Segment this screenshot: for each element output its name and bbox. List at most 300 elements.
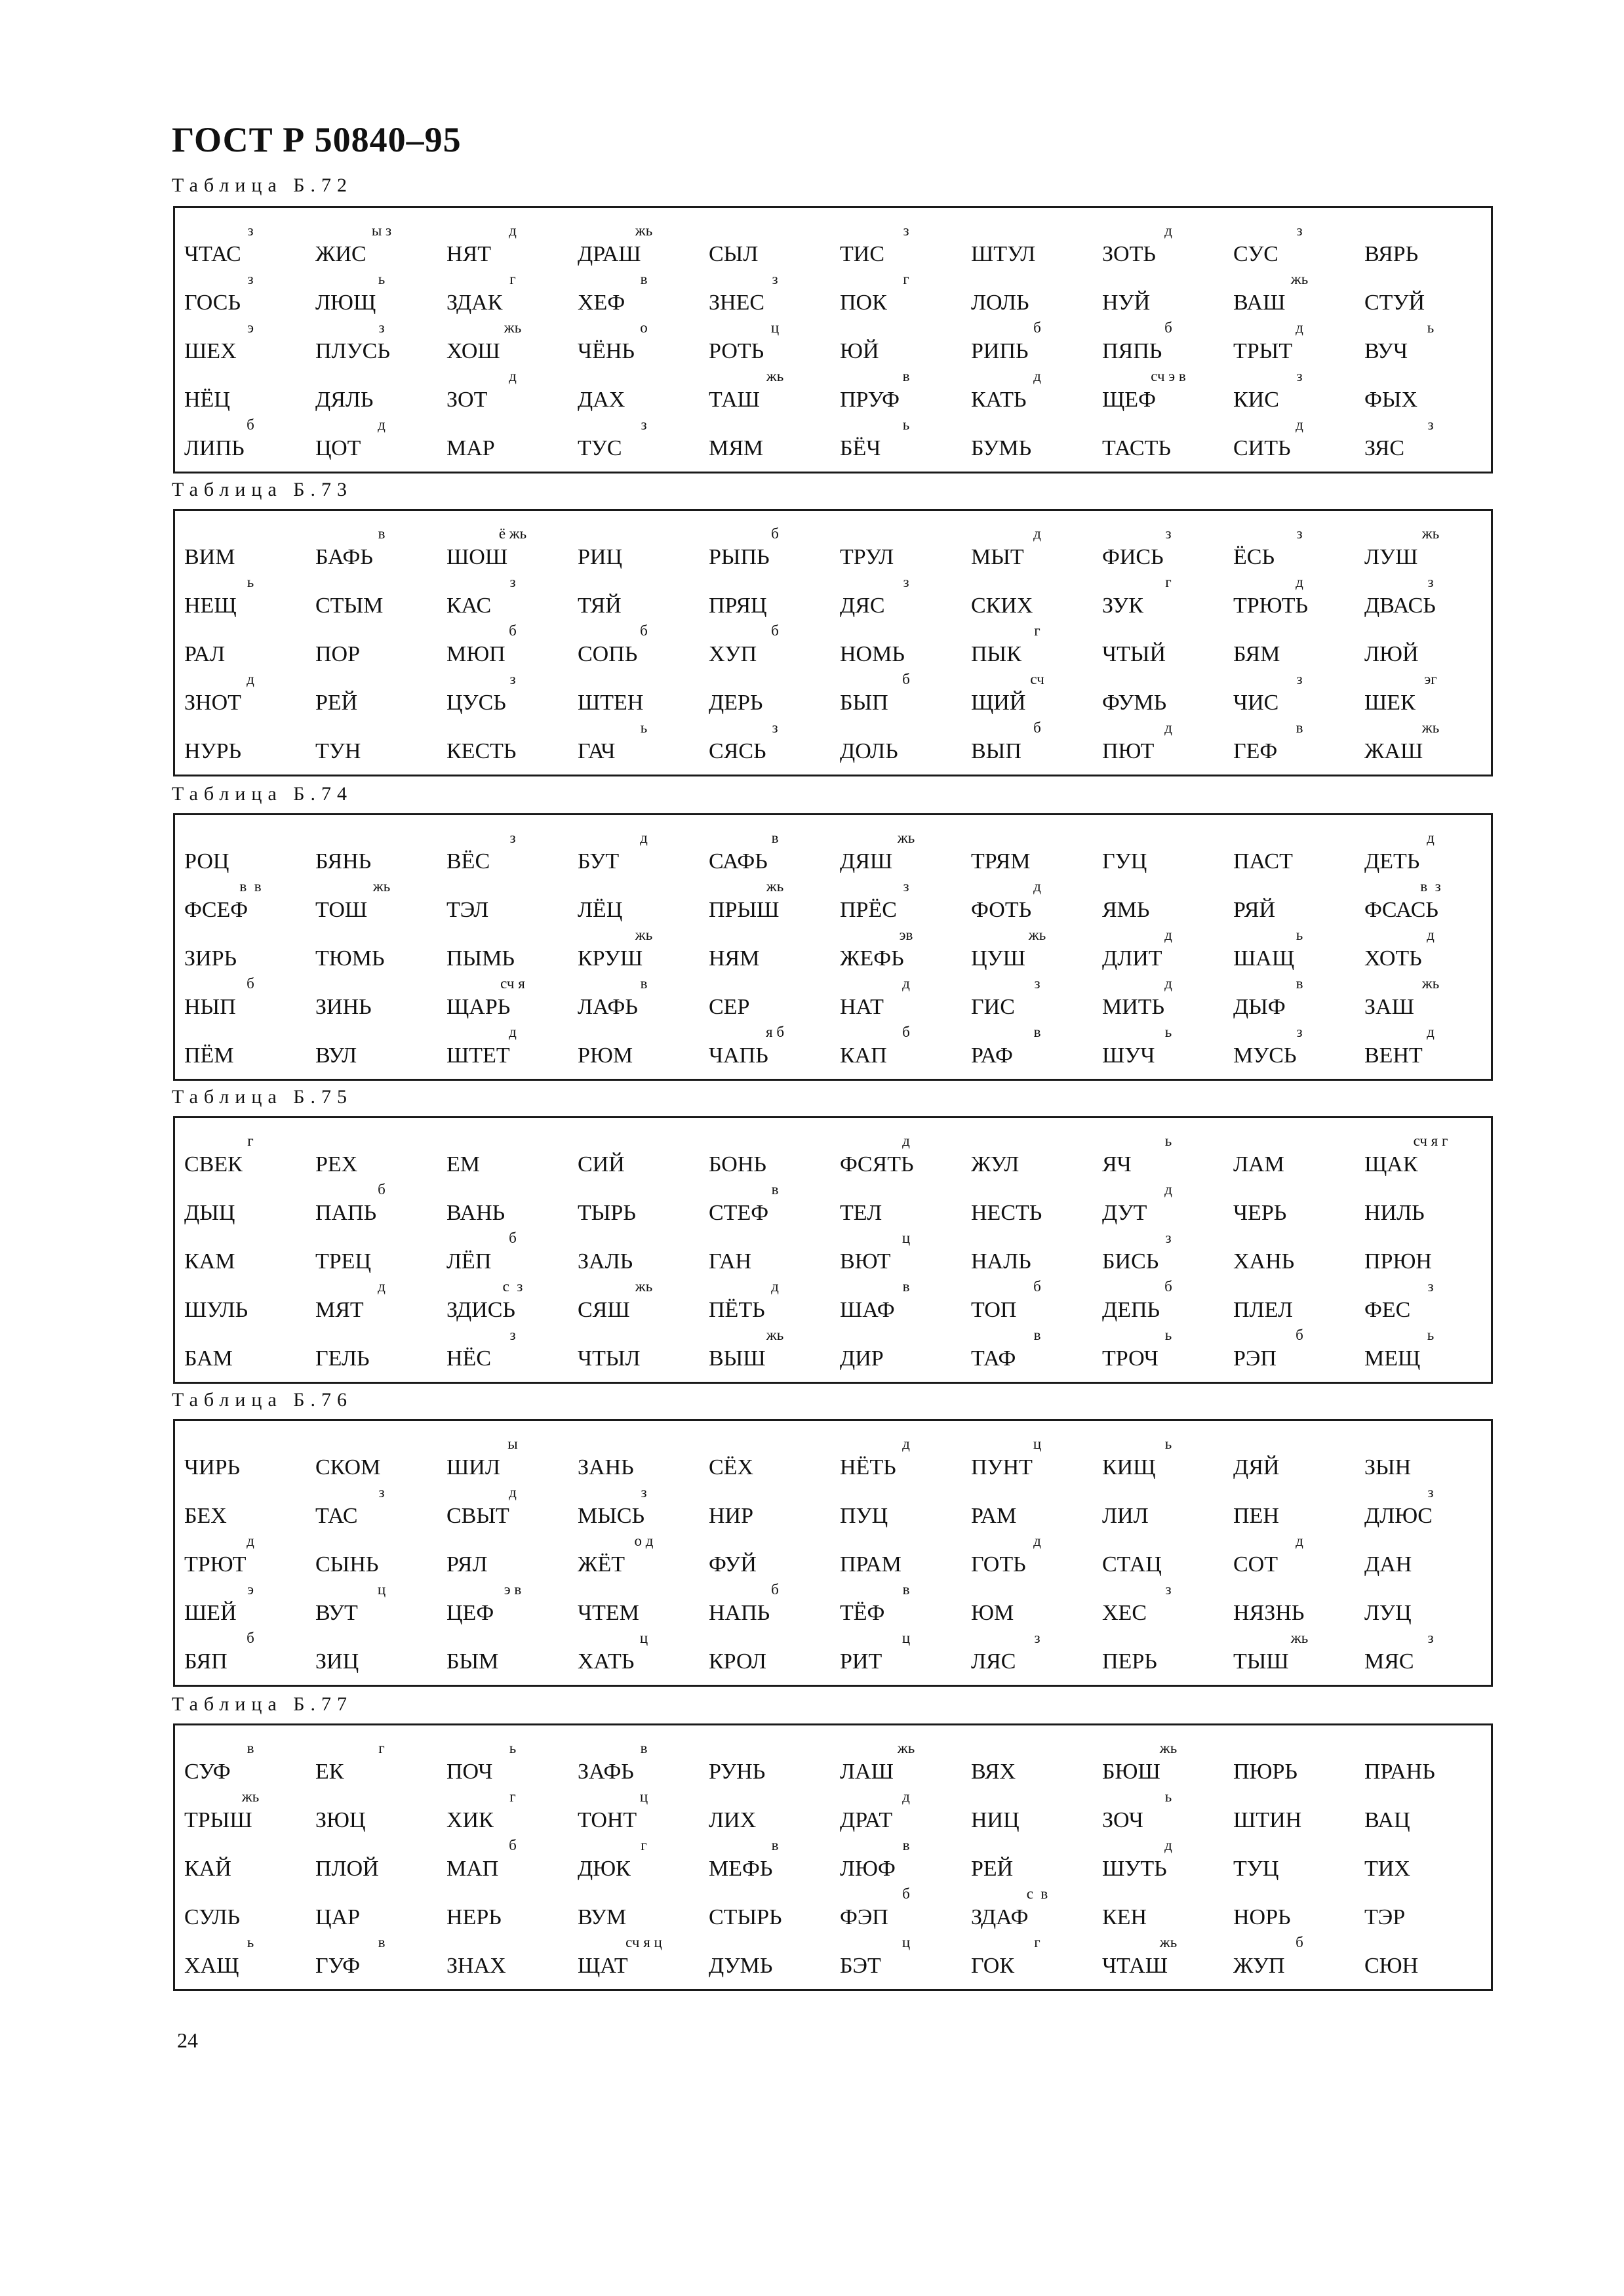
cell-word: НОРЬ xyxy=(1233,1905,1291,1929)
cell-annotation: жь xyxy=(635,222,653,239)
table-cell xyxy=(1102,1787,1235,1836)
cell-annotation: з xyxy=(378,319,385,336)
cell-annotation xyxy=(1364,1580,1497,1600)
table-cell xyxy=(315,524,448,573)
table-cell xyxy=(709,1277,841,1325)
cell-word: ЁСЬ xyxy=(1233,545,1275,569)
table-cell xyxy=(315,1180,448,1228)
cell-annotation xyxy=(1233,1787,1366,1807)
cell-word: КИЩ xyxy=(1102,1455,1156,1480)
cell-annotation xyxy=(315,1836,448,1855)
table-row xyxy=(175,1325,1491,1374)
cell-annotation xyxy=(1233,1580,1366,1600)
table-cell xyxy=(840,221,972,270)
table-row xyxy=(175,718,1491,767)
cell-annotation: з xyxy=(772,719,778,736)
table-cell xyxy=(1102,221,1235,270)
table-cell xyxy=(315,1884,448,1933)
table-cell xyxy=(578,1531,710,1580)
cell-word: ЗДИСЬ xyxy=(446,1298,515,1322)
cell-annotation xyxy=(971,1483,1103,1502)
cell-word: ХОТЬ xyxy=(1364,946,1422,971)
cell-annotation: в з xyxy=(1420,878,1441,895)
table-cell xyxy=(971,221,1103,270)
cell-annotation: в xyxy=(771,830,779,846)
cell-annotation xyxy=(1233,1483,1366,1502)
table-cell xyxy=(184,1228,317,1277)
cell-annotation: в xyxy=(771,1837,779,1853)
cell-annotation: жь xyxy=(504,319,522,336)
cell-annotation: в xyxy=(902,1837,910,1853)
table-cell xyxy=(971,1325,1103,1374)
cell-word: НЁС xyxy=(446,1346,491,1371)
table-cell xyxy=(446,318,579,367)
table-cell xyxy=(184,718,317,767)
cell-word: ДРАШ xyxy=(578,242,641,266)
cell-word: МЕФЬ xyxy=(709,1857,773,1881)
table-cell xyxy=(971,828,1103,877)
table-cell xyxy=(578,1434,710,1483)
cell-annotation: жь xyxy=(635,1278,653,1295)
cell-word: ФЭП xyxy=(840,1905,888,1929)
cell-word: СЯШ xyxy=(578,1298,630,1322)
cell-annotation: з xyxy=(1296,525,1303,542)
cell-annotation: жь xyxy=(1421,719,1440,736)
word-table xyxy=(173,1116,1493,1384)
cell-annotation xyxy=(1364,1739,1497,1758)
cell-annotation: б xyxy=(1164,1278,1172,1295)
cell-word: ЯЧ xyxy=(1102,1152,1132,1177)
cell-annotation xyxy=(184,621,317,641)
cell-annotation: ь xyxy=(1164,1788,1172,1805)
cell-word: ЖУЛ xyxy=(971,1152,1020,1177)
cell-word: КИС xyxy=(1233,388,1279,412)
cell-word: ДАХ xyxy=(578,388,625,412)
table-cell xyxy=(578,974,710,1022)
table-cell xyxy=(184,573,317,621)
cell-annotation xyxy=(184,1884,317,1904)
cell-word: НАЛЬ xyxy=(971,1249,1031,1274)
cell-word: СЫНЬ xyxy=(315,1552,379,1577)
cell-word: ПРЫШ xyxy=(709,898,780,922)
cell-annotation: ц xyxy=(639,1788,648,1805)
table-cell xyxy=(709,718,841,767)
cell-annotation xyxy=(971,1739,1103,1758)
cell-word: ТЕЛ xyxy=(840,1201,882,1225)
table-cell xyxy=(1102,828,1235,877)
cell-word: РОТЬ xyxy=(709,339,764,363)
table-cell xyxy=(1233,670,1366,718)
table-cell xyxy=(1364,270,1497,318)
cell-annotation: сч я ц xyxy=(625,1934,662,1950)
cell-word: НЕСТЬ xyxy=(971,1201,1042,1225)
table-cell xyxy=(971,524,1103,573)
cell-word: НОМЬ xyxy=(840,642,905,666)
cell-word: ШТЕН xyxy=(578,691,644,715)
table-cell xyxy=(709,524,841,573)
table-caption: Таблица Б.73 xyxy=(172,479,353,500)
cell-annotation: ь xyxy=(1427,1327,1435,1343)
cell-word: КАС xyxy=(446,594,492,618)
cell-annotation: д xyxy=(1296,574,1303,590)
cell-word: НЕРЬ xyxy=(446,1905,502,1929)
table-cell xyxy=(578,1739,710,1787)
cell-annotation: з xyxy=(1296,222,1303,239)
table-cell xyxy=(1364,367,1497,415)
table-cell xyxy=(1233,1884,1366,1933)
table-cell xyxy=(315,621,448,670)
cell-word: ТИС xyxy=(840,242,884,266)
table-cell xyxy=(709,1580,841,1628)
cell-annotation xyxy=(578,573,710,592)
cell-annotation: д xyxy=(1033,525,1041,542)
cell-annotation: д xyxy=(1164,1181,1172,1198)
table-cell xyxy=(578,573,710,621)
cell-annotation xyxy=(840,1531,972,1551)
table-row xyxy=(175,367,1491,415)
cell-word: МЯС xyxy=(1364,1649,1414,1674)
table-cell xyxy=(709,974,841,1022)
cell-annotation: б xyxy=(902,1024,910,1040)
table-cell xyxy=(1102,877,1235,925)
table-cell xyxy=(1364,621,1497,670)
cell-annotation: ь xyxy=(1164,1436,1172,1452)
table-row xyxy=(175,828,1491,877)
table-cell xyxy=(315,1325,448,1374)
cell-annotation: д xyxy=(1296,416,1303,433)
cell-annotation: д xyxy=(902,975,910,992)
cell-annotation xyxy=(1102,1628,1235,1648)
table-cell xyxy=(709,1933,841,1981)
cell-word: ВУЧ xyxy=(1364,339,1408,363)
cell-annotation xyxy=(315,1228,448,1248)
cell-word: ПАПЬ xyxy=(315,1201,377,1225)
cell-annotation xyxy=(1233,1131,1366,1151)
cell-annotation: з xyxy=(1165,1581,1172,1598)
table-cell xyxy=(315,1022,448,1071)
cell-word: РИПЬ xyxy=(971,339,1029,363)
cell-annotation: ц xyxy=(770,319,780,336)
table-cell xyxy=(1364,925,1497,974)
table-cell xyxy=(840,573,972,621)
cell-word: ТРЮТЬ xyxy=(1233,594,1309,618)
cell-annotation xyxy=(840,318,972,338)
cell-annotation: б xyxy=(640,622,648,639)
cell-word: ШЕХ xyxy=(184,339,237,363)
table-cell xyxy=(446,1228,579,1277)
table-cell xyxy=(315,1228,448,1277)
table-cell xyxy=(184,1739,317,1787)
cell-word: ТРЕЦ xyxy=(315,1249,371,1274)
cell-word: НИЛЬ xyxy=(1364,1201,1425,1225)
word-table xyxy=(173,813,1493,1081)
table-cell xyxy=(1364,318,1497,367)
cell-word: ВИМ xyxy=(184,545,235,569)
table-cell xyxy=(709,877,841,925)
table-cell xyxy=(971,573,1103,621)
cell-word: ПОР xyxy=(315,642,361,666)
cell-annotation: в xyxy=(640,975,648,992)
table-cell xyxy=(840,1180,972,1228)
cell-word: НУЙ xyxy=(1102,291,1151,315)
cell-annotation: эг xyxy=(1424,671,1437,687)
cell-word: ПРАНЬ xyxy=(1364,1760,1435,1784)
table-cell xyxy=(578,270,710,318)
table-cell xyxy=(840,367,972,415)
table-cell xyxy=(840,1739,972,1787)
table-cell xyxy=(1102,318,1235,367)
cell-word: ТУН xyxy=(315,739,361,763)
cell-annotation: д xyxy=(771,1278,779,1295)
cell-word: ЗНАХ xyxy=(446,1954,506,1978)
table-cell xyxy=(184,1434,317,1483)
cell-annotation: ь xyxy=(1164,1327,1172,1343)
table-cell xyxy=(840,270,972,318)
cell-annotation: ь xyxy=(509,1740,517,1756)
cell-word: ДЕПЬ xyxy=(1102,1298,1160,1322)
cell-word: МЫСЬ xyxy=(578,1504,645,1528)
table-cell xyxy=(446,1933,579,1981)
cell-word: ШЕК xyxy=(1364,691,1416,715)
cell-word: МИТЬ xyxy=(1102,995,1165,1019)
table-cell xyxy=(709,1739,841,1787)
table-cell xyxy=(840,621,972,670)
cell-word: ХОШ xyxy=(446,339,500,363)
cell-annotation xyxy=(446,1531,579,1551)
cell-word: ЛУШ xyxy=(1364,545,1418,569)
cell-word: КАП xyxy=(840,1043,887,1068)
cell-word: ФИСЬ xyxy=(1102,545,1164,569)
cell-word: ПОК xyxy=(840,291,887,315)
table-cell xyxy=(184,1180,317,1228)
table-row xyxy=(175,1180,1491,1228)
table-cell xyxy=(840,318,972,367)
cell-annotation: з xyxy=(247,271,254,287)
cell-word: ФОТЬ xyxy=(971,898,1032,922)
cell-annotation xyxy=(184,1325,317,1345)
table-cell xyxy=(446,828,579,877)
cell-annotation: ы xyxy=(507,1436,518,1452)
cell-annotation: в xyxy=(247,1740,254,1756)
cell-word: НЕЩ xyxy=(184,594,237,618)
table-cell xyxy=(1364,718,1497,767)
table-cell xyxy=(1233,221,1366,270)
cell-annotation: з xyxy=(641,1484,647,1500)
table-cell xyxy=(315,1277,448,1325)
cell-word: РЭП xyxy=(1233,1346,1277,1371)
page-number: 24 xyxy=(177,2028,198,2052)
cell-word: ПЛЕЛ xyxy=(1233,1298,1293,1322)
cell-annotation: в xyxy=(902,1278,910,1295)
cell-annotation: з xyxy=(903,878,909,895)
cell-word: ЗДАК xyxy=(446,291,503,315)
table-cell xyxy=(446,1836,579,1884)
cell-word: ЗАФЬ xyxy=(578,1760,634,1784)
table-row xyxy=(175,1628,1491,1677)
cell-word: ЗИРЬ xyxy=(184,946,237,971)
cell-word: ЖИС xyxy=(315,242,366,266)
table-cell xyxy=(578,1483,710,1531)
cell-annotation xyxy=(315,1531,448,1551)
table-cell xyxy=(1102,974,1235,1022)
cell-annotation: ь xyxy=(640,719,648,736)
cell-word: ГОСЬ xyxy=(184,291,241,315)
cell-word: БЫП xyxy=(840,691,888,715)
cell-annotation: з xyxy=(772,271,778,287)
cell-word: БЯП xyxy=(184,1649,228,1674)
cell-word: РАМ xyxy=(971,1504,1017,1528)
cell-annotation: ц xyxy=(1033,1436,1042,1452)
table-cell xyxy=(315,974,448,1022)
cell-annotation: з xyxy=(378,1484,385,1500)
cell-annotation: д xyxy=(1427,927,1435,943)
table-cell xyxy=(1233,367,1366,415)
cell-annotation xyxy=(709,1739,841,1758)
cell-word: ВАЦ xyxy=(1364,1808,1410,1832)
cell-annotation xyxy=(1364,1836,1497,1855)
cell-word: СВЫТ xyxy=(446,1504,509,1528)
cell-annotation: г xyxy=(509,1788,516,1805)
cell-word: ТЮМЬ xyxy=(315,946,385,971)
table-cell xyxy=(578,1131,710,1180)
table-cell xyxy=(709,1131,841,1180)
cell-word: ШУЧ xyxy=(1102,1043,1155,1068)
cell-word: ДЫЦ xyxy=(184,1201,235,1225)
table-cell xyxy=(1364,1483,1497,1531)
cell-word: ЛАШ xyxy=(840,1760,894,1784)
cell-annotation xyxy=(840,718,972,738)
cell-word: КАТЬ xyxy=(971,388,1027,412)
cell-annotation: с в xyxy=(1026,1885,1048,1902)
cell-annotation: з xyxy=(1296,368,1303,384)
table-cell xyxy=(1233,524,1366,573)
table-cell xyxy=(709,1483,841,1531)
table-cell xyxy=(315,718,448,767)
cell-word: ЮМ xyxy=(971,1601,1014,1625)
cell-word: РЕЙ xyxy=(971,1857,1014,1881)
cell-word: ЧТАШ xyxy=(1102,1954,1168,1978)
cell-annotation: д xyxy=(1296,1533,1303,1549)
cell-word: ХАНЬ xyxy=(1233,1249,1295,1274)
cell-word: РЯЛ xyxy=(446,1552,488,1577)
cell-word: ФЫХ xyxy=(1364,388,1418,412)
table-cell xyxy=(1364,221,1497,270)
table-cell xyxy=(184,1933,317,1981)
cell-annotation: з xyxy=(509,671,516,687)
table-cell xyxy=(1102,415,1235,464)
cell-word: СЕР xyxy=(709,995,750,1019)
cell-word: ГУФ xyxy=(315,1954,361,1978)
table-cell xyxy=(1364,670,1497,718)
table-cell xyxy=(315,415,448,464)
cell-annotation: ё жь xyxy=(498,525,527,542)
table-cell xyxy=(971,1739,1103,1787)
cell-word: ПЮТ xyxy=(1102,739,1155,763)
cell-word: СУЛЬ xyxy=(184,1905,241,1929)
cell-annotation xyxy=(578,367,710,386)
table-cell xyxy=(578,524,710,573)
table-cell xyxy=(709,1531,841,1580)
cell-annotation xyxy=(578,1228,710,1248)
table-cell xyxy=(578,828,710,877)
cell-word: НЁТЬ xyxy=(840,1455,896,1480)
cell-annotation xyxy=(184,718,317,738)
cell-annotation xyxy=(1233,1228,1366,1248)
cell-word: ВУМ xyxy=(578,1905,627,1929)
cell-annotation: жь xyxy=(766,878,784,895)
cell-word: ГЕЛЬ xyxy=(315,1346,370,1371)
table-cell xyxy=(971,974,1103,1022)
table-cell xyxy=(709,221,841,270)
cell-word: ЦАР xyxy=(315,1905,361,1929)
cell-annotation: з xyxy=(509,830,516,846)
table-cell xyxy=(1102,718,1235,767)
cell-annotation: з xyxy=(1034,975,1040,992)
cell-word: ДЫФ xyxy=(1233,995,1286,1019)
cell-annotation: э xyxy=(247,319,254,336)
cell-word: ВУТ xyxy=(315,1601,358,1625)
cell-word: ШАЩ xyxy=(1233,946,1295,971)
cell-word: ДЕРЬ xyxy=(709,691,763,715)
cell-word: ЛЮЩ xyxy=(315,291,376,315)
cell-annotation xyxy=(184,1228,317,1248)
cell-word: БЯНЬ xyxy=(315,849,372,874)
cell-word: САФЬ xyxy=(709,849,768,874)
cell-word: ХАЩ xyxy=(184,1954,239,1978)
table-cell xyxy=(578,1022,710,1071)
table-row xyxy=(175,1884,1491,1933)
cell-word: ВЫП xyxy=(971,739,1021,763)
table-cell xyxy=(1233,621,1366,670)
cell-annotation: сч xyxy=(1030,671,1044,687)
cell-word: ЧИРЬ xyxy=(184,1455,241,1480)
table-cell xyxy=(971,1836,1103,1884)
cell-annotation xyxy=(1364,221,1497,241)
table-cell xyxy=(1102,1483,1235,1531)
table-cell xyxy=(1102,1325,1235,1374)
cell-word: ЗНЕС xyxy=(709,291,765,315)
table-row xyxy=(175,270,1491,318)
cell-annotation xyxy=(315,367,448,386)
cell-annotation xyxy=(315,1884,448,1904)
cell-annotation: э xyxy=(247,1581,254,1598)
cell-word: ШЕЙ xyxy=(184,1601,237,1625)
cell-annotation xyxy=(1364,1787,1497,1807)
cell-word: ДЯЛЬ xyxy=(315,388,374,412)
cell-word: ДИР xyxy=(840,1346,884,1371)
cell-word: СОПЬ xyxy=(578,642,638,666)
table-cell xyxy=(840,1325,972,1374)
table-cell xyxy=(1364,1180,1497,1228)
cell-annotation: эв xyxy=(899,927,913,943)
cell-word: ГАЧ xyxy=(578,739,616,763)
table-cell xyxy=(840,1787,972,1836)
cell-word: ВЕНТ xyxy=(1364,1043,1423,1068)
cell-annotation xyxy=(578,1884,710,1904)
table-cell xyxy=(1233,828,1366,877)
table-row xyxy=(175,1531,1491,1580)
table-cell xyxy=(1364,1836,1497,1884)
table-cell xyxy=(578,670,710,718)
cell-word: ГОК xyxy=(971,1954,1015,1978)
cell-word: ЗУК xyxy=(1102,594,1143,618)
table-cell xyxy=(971,415,1103,464)
cell-annotation: д xyxy=(378,416,386,433)
table-cell xyxy=(315,828,448,877)
cell-annotation: в xyxy=(1296,719,1303,736)
cell-annotation: з xyxy=(509,574,516,590)
cell-annotation: в xyxy=(1033,1024,1041,1040)
